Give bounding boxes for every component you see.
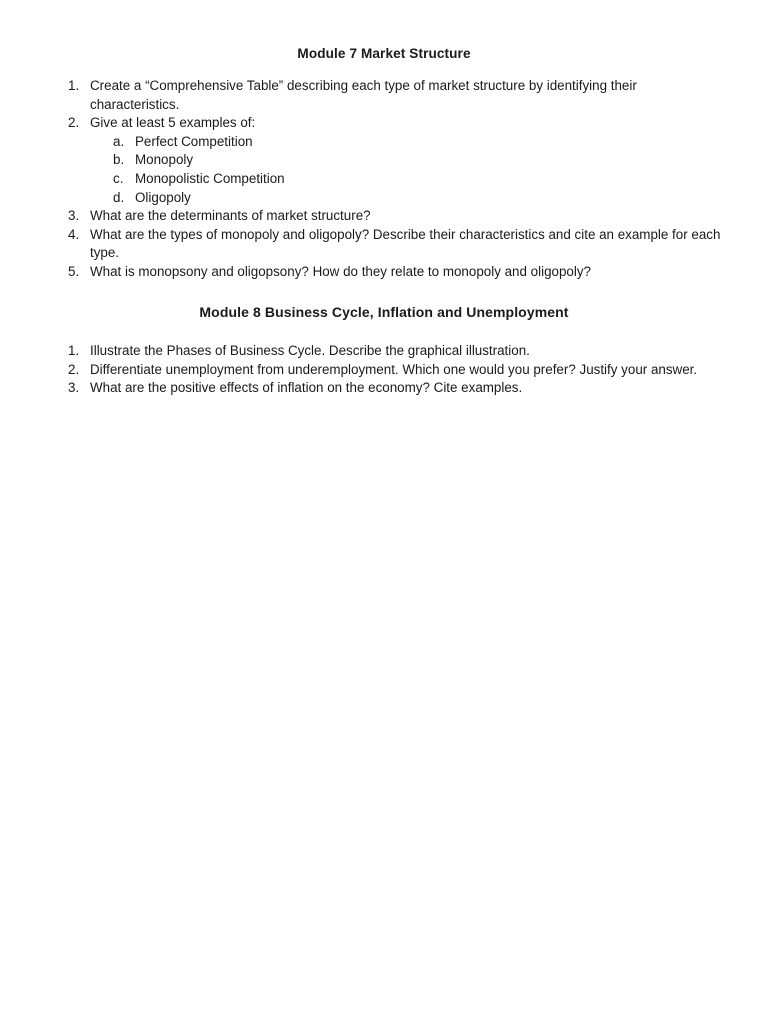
item-text: What is monopsony and oligopsony? How do they relate to monopoly and oligopoly? bbox=[90, 263, 591, 279]
sub-item-text: Perfect Competition bbox=[135, 133, 253, 149]
sub-item-text: Monopolistic Competition bbox=[135, 170, 285, 186]
sub-item-text: Oligopoly bbox=[135, 189, 191, 205]
module7-title: Module 7 Market Structure bbox=[297, 46, 471, 61]
item-text: What are the positive effects of inflation on the economy? Cite examples. bbox=[90, 380, 523, 396]
sub-item-letter: b. bbox=[113, 152, 125, 168]
list-item bbox=[0, 114, 768, 133]
sub-list-item bbox=[0, 170, 768, 189]
list-item bbox=[0, 361, 768, 380]
item-number: 2. bbox=[68, 115, 80, 131]
list-item bbox=[0, 342, 768, 361]
sub-item-letter: c. bbox=[113, 170, 124, 186]
sub-list-item bbox=[0, 133, 768, 152]
item-text: Illustrate the Phases of Business Cycle. Describe the graphical illustration. bbox=[90, 343, 530, 358]
module7-question-list bbox=[0, 77, 768, 282]
item-text: Create a “Comprehensive Table” describing each type of market structure by identifying their characteristics. bbox=[90, 78, 637, 112]
item-number: 3. bbox=[68, 208, 80, 224]
module8-title: Module 8 Business Cycle, Inflation and Unemployment bbox=[199, 304, 569, 320]
list-item bbox=[0, 77, 768, 114]
sub-item-letter: d. bbox=[113, 189, 125, 205]
sub-list-item bbox=[0, 151, 768, 170]
sub-list-item bbox=[0, 189, 768, 208]
item-number: 2. bbox=[68, 361, 80, 377]
item-number: 5. bbox=[68, 263, 80, 279]
item-number: 3. bbox=[68, 380, 80, 396]
item-text: What are the determinants of market structure? bbox=[90, 208, 371, 224]
item-number: 1. bbox=[68, 78, 80, 93]
sub-item-text: Monopoly bbox=[135, 152, 194, 168]
sub-item-letter: a. bbox=[113, 133, 125, 149]
list-item bbox=[0, 207, 768, 226]
item-text: Differentiate unemployment from underemployment. Which one would you prefer? Justify your answer. bbox=[90, 361, 698, 377]
module8-question-list bbox=[0, 342, 768, 398]
item-text: What are the types of monopoly and oligopoly? Describe their characteristics and cite an example for each type. bbox=[90, 226, 721, 261]
item-text: Give at least 5 examples of: bbox=[90, 115, 256, 131]
list-item bbox=[0, 226, 768, 263]
list-item bbox=[0, 379, 768, 398]
item-number: 4. bbox=[68, 226, 80, 242]
item-number: 1. bbox=[68, 343, 80, 358]
list-item bbox=[0, 263, 768, 282]
